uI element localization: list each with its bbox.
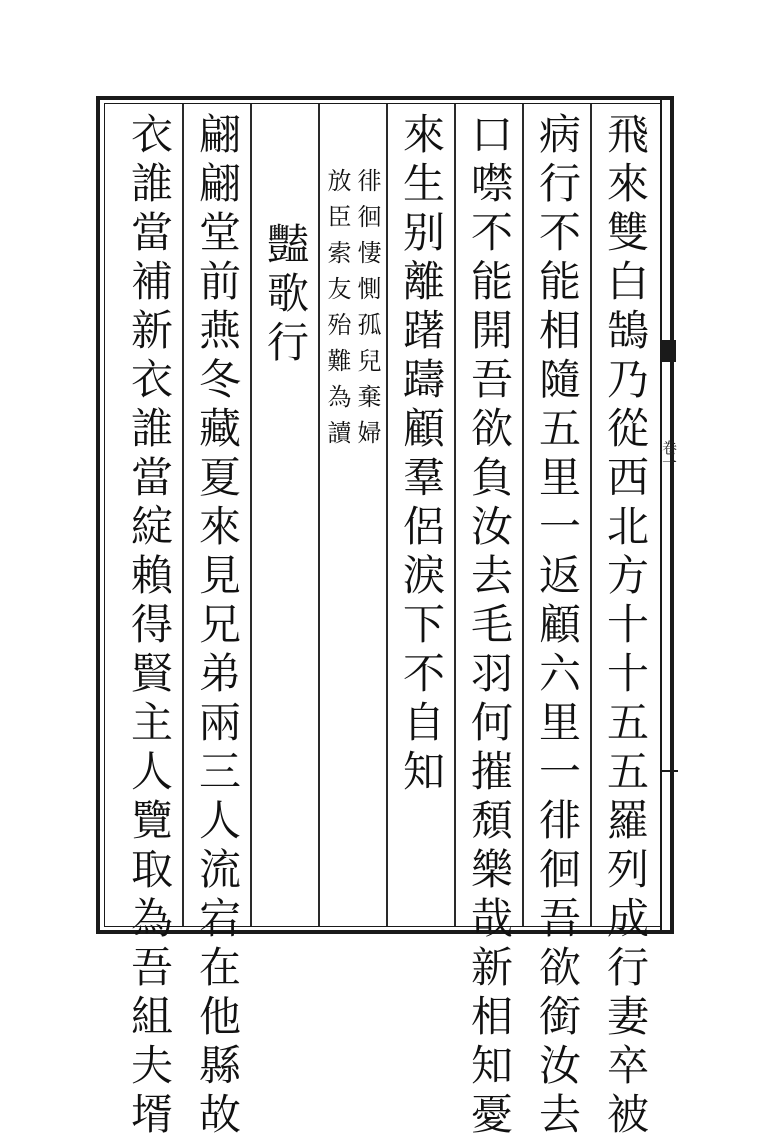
commentary-line-1: 徘徊悽惻孤兒棄婦 (353, 168, 381, 456)
book-title (664, 100, 680, 330)
text-column-6: 翩翩堂前燕冬藏夏來見兄弟兩三人流宕在他縣故 (193, 112, 242, 1141)
column-divider (386, 104, 388, 926)
juan-label: 卷一 (660, 440, 678, 470)
commentary-line-2: 放臣索友殆難為讀 (323, 168, 351, 456)
column-divider (522, 104, 524, 926)
column-divider (454, 104, 456, 926)
banxin-tick (660, 770, 678, 772)
column-divider (250, 104, 252, 926)
text-column-4: 來生别離躇躊顧羣侶淚下不自知 (397, 112, 446, 798)
text-column-3: 口噤不能開吾欲負汝去毛羽何摧頹樂哉新相知憂 (465, 112, 514, 1141)
text-column-1: 飛來雙白鵠乃從西北方十十五五羅列成行妻卒被 (601, 112, 650, 1141)
column-divider (318, 104, 320, 926)
fish-tail-mark (662, 340, 676, 362)
poem-title: 豔歌行 (261, 222, 310, 369)
column-divider (182, 104, 184, 926)
text-column-7: 衣誰當補新衣誰當綻賴得賢主人覽取為吾組夫壻 (125, 112, 174, 1141)
column-divider (590, 104, 592, 926)
text-column-2: 病行不能相隨五里一返顧六里一徘徊吾欲銜汝去 (533, 112, 582, 1141)
banxin-divider (660, 100, 662, 930)
